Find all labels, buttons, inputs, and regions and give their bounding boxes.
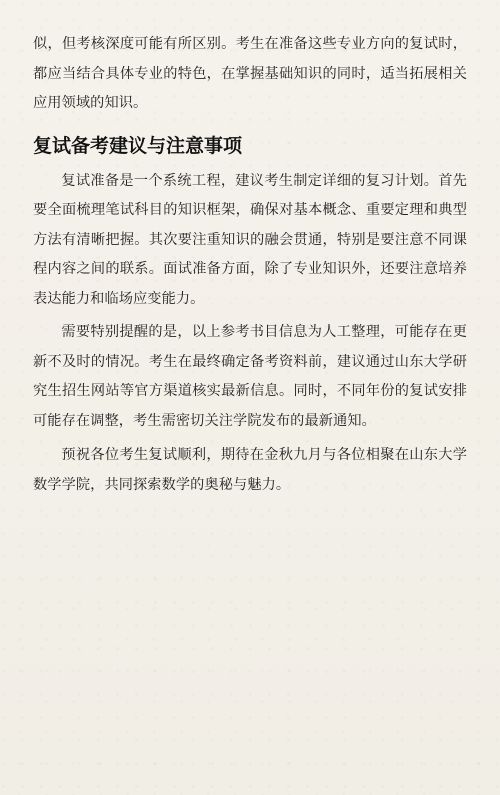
- section-title: 复试备考建议与注意事项: [33, 134, 243, 157]
- paragraph-closing-wishes: 预祝各位考生复试顺利，期待在金秋九月与各位相聚在山东大学数学学院，共同探索数学的奥秘与魅力。: [33, 447, 467, 493]
- paragraph-important-note: 需要特别提醒的是，以上参考书目信息为人工整理，可能存在更新不及时的情况。考生在最终确定备考资料前，建议通过山东大学研究生招生网站等官方渠道核实最新信息。同时，不同年份的复试安排可能存在调整，考生需密切关注学院发布的最新通知。: [33, 324, 467, 429]
- paragraph-preparation-advice: 复试准备是一个系统工程，建议考生制定详细的复习计划。首先要全面梳理笔试科目的知识框架，确保对基本概念、重要定理和典型方法有清晰把握。其次要注重知识的融会贯通，特别是要注意不同课程内容之间的联系。面试准备方面，除了专业知识外，还要注意培养表达能力和临场应变能力。: [33, 172, 467, 307]
- intro-paragraph: 似，但考核深度可能有所区别。考生在准备这些专业方向的复试时，都应当结合具体专业的特色，在掌握基础知识的同时，适当拓展相关应用领域的知识。: [33, 36, 467, 111]
